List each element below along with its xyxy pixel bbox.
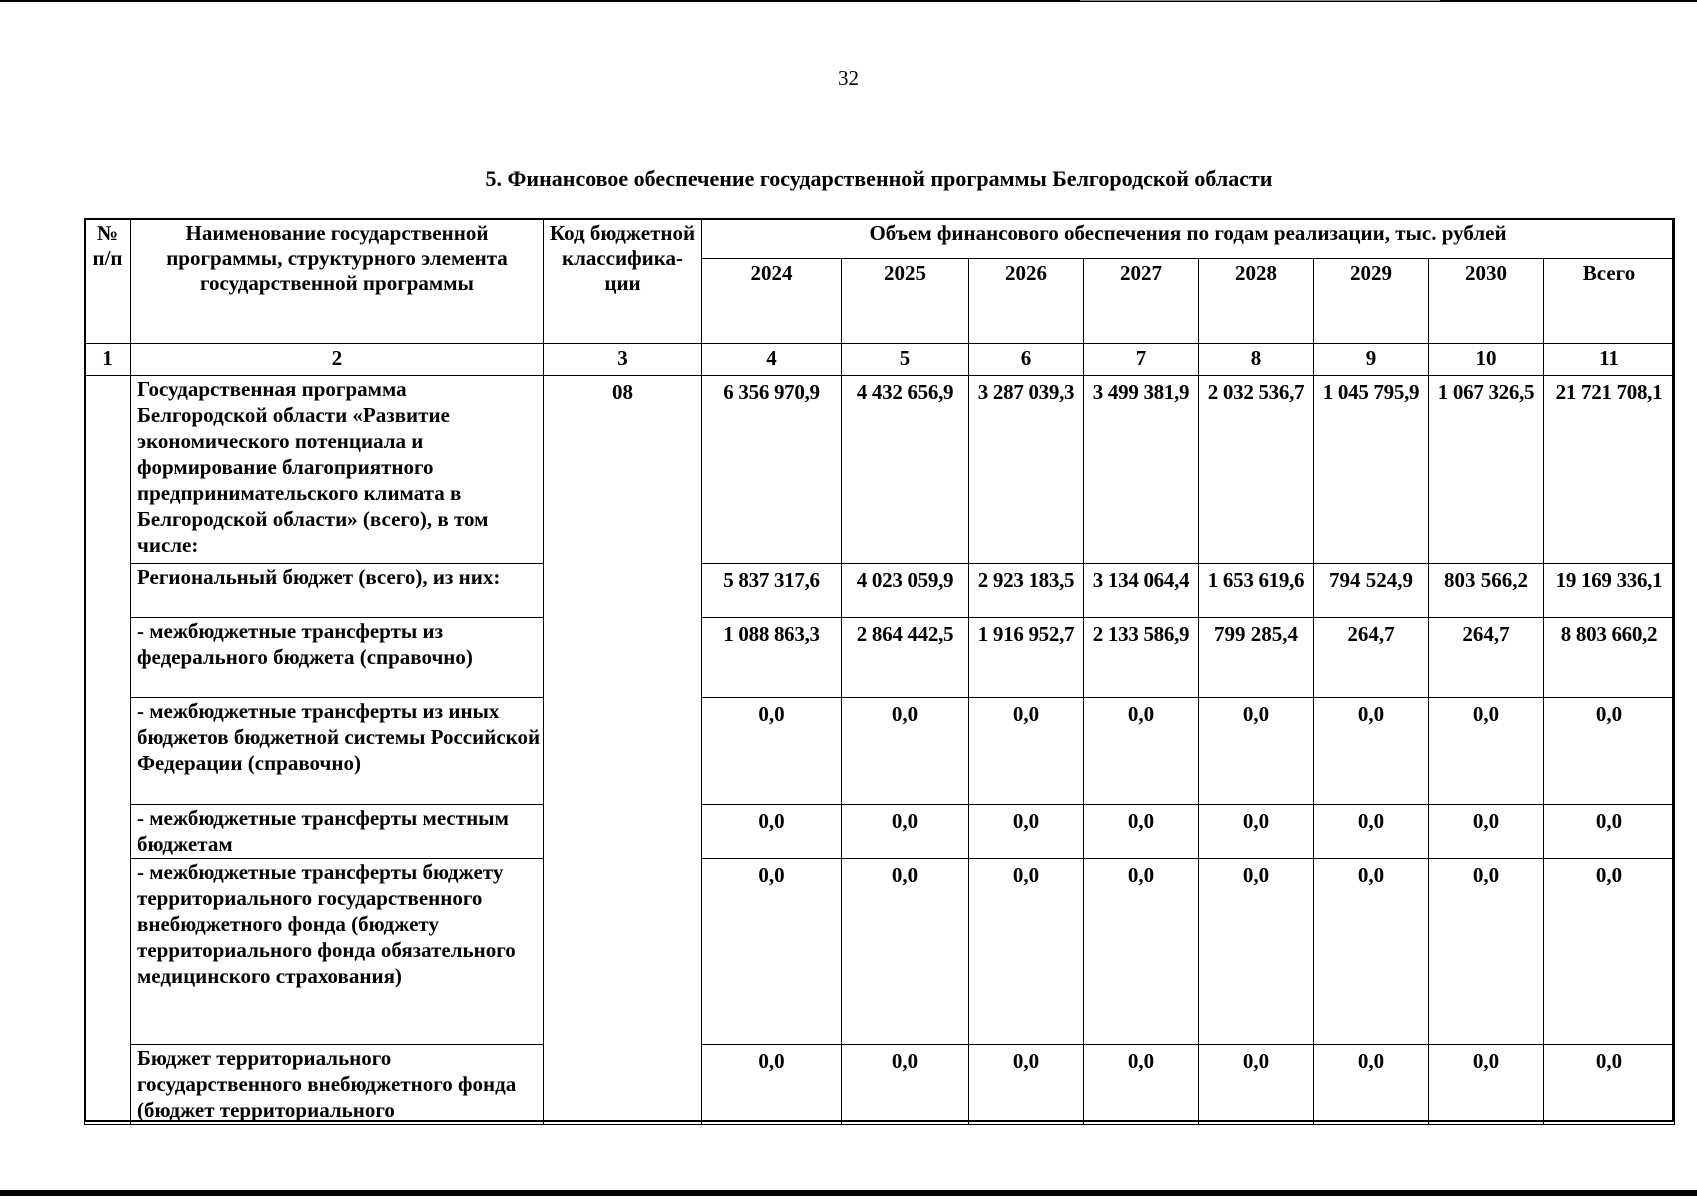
value-cell: 0,0 — [1084, 1045, 1199, 1125]
value-cell: 0,0 — [1199, 805, 1314, 859]
value-cell: 2 923 183,5 — [969, 564, 1084, 618]
column-number: 3 — [544, 344, 702, 376]
column-number: 5 — [842, 344, 969, 376]
page-number: 32 — [838, 66, 859, 90]
value-cell: 3 287 039,3 — [969, 376, 1084, 564]
row-name: Бюджет территориального государственного внебюджетного фонда (бюджет территориального — [131, 1045, 544, 1125]
value-cell: 5 837 317,6 — [702, 564, 842, 618]
value-cell: 1 045 795,9 — [1314, 376, 1429, 564]
value-cell: 1 067 326,5 — [1429, 376, 1544, 564]
value-cell: 19 169 336,1 — [1544, 564, 1675, 618]
value-cell: 0,0 — [842, 859, 969, 1045]
column-number: 7 — [1084, 344, 1199, 376]
value-cell: 0,0 — [1199, 859, 1314, 1045]
value-cell: 1 653 619,6 — [1199, 564, 1314, 618]
value-cell: 0,0 — [842, 698, 969, 805]
header-year: 2027 — [1084, 259, 1199, 344]
value-cell: 21 721 708,1 — [1544, 376, 1675, 564]
value-cell: 0,0 — [1429, 859, 1544, 1045]
column-number: 9 — [1314, 344, 1429, 376]
value-cell: 0,0 — [1544, 1045, 1675, 1125]
row-name: Региональный бюджет (всего), из них: — [131, 564, 544, 618]
value-cell: 0,0 — [1544, 805, 1675, 859]
value-cell: 794 524,9 — [1314, 564, 1429, 618]
value-cell: 264,7 — [1314, 618, 1429, 698]
value-cell: 0,0 — [1429, 698, 1544, 805]
row-number-cell — [85, 376, 131, 1125]
column-number: 8 — [1199, 344, 1314, 376]
value-cell: 0,0 — [1314, 859, 1429, 1045]
value-cell: 0,0 — [1084, 698, 1199, 805]
row-name: - межбюджетные трансферты из иных бюджетов бюджетной системы Российской Федерации (справочно) — [131, 698, 544, 805]
row-name: - межбюджетные трансферты бюджету территориального государственного внебюджетного фонда (бюджету территориального фонда обязательного медицинского страхования) — [131, 859, 544, 1045]
budget-code-cell: 08 — [544, 376, 702, 1125]
scan-edge-top — [0, 0, 1697, 2]
table-row — [85, 1045, 1675, 1125]
value-cell: 0,0 — [969, 698, 1084, 805]
table-row — [85, 618, 1675, 698]
header-total: Всего — [1544, 259, 1675, 344]
header-name: Наименование государственной программы, структурного элемента государственной программы — [131, 219, 544, 344]
value-cell: 0,0 — [702, 1045, 842, 1125]
value-cell: 0,0 — [1544, 698, 1675, 805]
header-year: 2025 — [842, 259, 969, 344]
value-cell: 6 356 970,9 — [702, 376, 842, 564]
value-cell: 0,0 — [969, 805, 1084, 859]
value-cell: 0,0 — [1199, 698, 1314, 805]
value-cell: 0,0 — [842, 805, 969, 859]
value-cell: 799 285,4 — [1199, 618, 1314, 698]
header-year: 2026 — [969, 259, 1084, 344]
header-row-1 — [85, 219, 1675, 259]
header-year: 2024 — [702, 259, 842, 344]
value-cell: 0,0 — [702, 859, 842, 1045]
value-cell: 0,0 — [1084, 805, 1199, 859]
value-cell: 2 133 586,9 — [1084, 618, 1199, 698]
value-cell: 0,0 — [1429, 805, 1544, 859]
column-number: 10 — [1429, 344, 1544, 376]
row-name: Государственная программа Белгородской области «Развитие экономического потенциала и формирование благоприятного предпринимательского климата в Белгородской области» (всего), в том числе: — [131, 376, 544, 564]
value-cell: 0,0 — [969, 1045, 1084, 1125]
value-cell: 4 023 059,9 — [842, 564, 969, 618]
section-title: 5. Финансовое обеспечение государственной программы Белгородской области — [485, 166, 1273, 191]
value-cell: 2 032 536,7 — [1199, 376, 1314, 564]
value-cell: 1 088 863,3 — [702, 618, 842, 698]
scan-edge-bottom — [0, 1190, 1697, 1196]
header-code: Код бюджетной классифика-ции — [544, 219, 702, 344]
value-cell: 2 864 442,5 — [842, 618, 969, 698]
header-year: 2030 — [1429, 259, 1544, 344]
value-cell: 803 566,2 — [1429, 564, 1544, 618]
table-row — [85, 859, 1675, 1045]
value-cell: 4 432 656,9 — [842, 376, 969, 564]
value-cell: 0,0 — [1544, 859, 1675, 1045]
scan-edge-top-right — [1080, 0, 1440, 1]
header-num: № п/п — [85, 219, 131, 344]
row-name: - межбюджетные трансферты местным бюджетам — [131, 805, 544, 859]
value-cell: 0,0 — [1314, 805, 1429, 859]
value-cell: 264,7 — [1429, 618, 1544, 698]
table-row — [85, 805, 1675, 859]
header-volume: Объем финансового обеспечения по годам реализации, тыс. рублей — [702, 219, 1675, 259]
column-number: 6 — [969, 344, 1084, 376]
value-cell: 3 134 064,4 — [1084, 564, 1199, 618]
value-cell: 8 803 660,2 — [1544, 618, 1675, 698]
value-cell: 1 916 952,7 — [969, 618, 1084, 698]
table-row — [85, 564, 1675, 618]
column-number: 4 — [702, 344, 842, 376]
value-cell: 0,0 — [1429, 1045, 1544, 1125]
column-numbers-row — [85, 344, 1675, 376]
value-cell: 0,0 — [702, 805, 842, 859]
table-row — [85, 698, 1675, 805]
value-cell: 0,0 — [1314, 698, 1429, 805]
value-cell: 3 499 381,9 — [1084, 376, 1199, 564]
column-number: 2 — [131, 344, 544, 376]
value-cell: 0,0 — [1314, 1045, 1429, 1125]
column-number: 1 — [85, 344, 131, 376]
header-year: 2028 — [1199, 259, 1314, 344]
table-row — [85, 376, 1675, 564]
value-cell: 0,0 — [1084, 859, 1199, 1045]
column-number: 11 — [1544, 344, 1675, 376]
value-cell: 0,0 — [1199, 1045, 1314, 1125]
header-year: 2029 — [1314, 259, 1429, 344]
row-name: - межбюджетные трансферты из федерального бюджета (справочно) — [131, 618, 544, 698]
value-cell: 0,0 — [702, 698, 842, 805]
value-cell: 0,0 — [842, 1045, 969, 1125]
financing-table — [84, 218, 1675, 1125]
value-cell: 0,0 — [969, 859, 1084, 1045]
